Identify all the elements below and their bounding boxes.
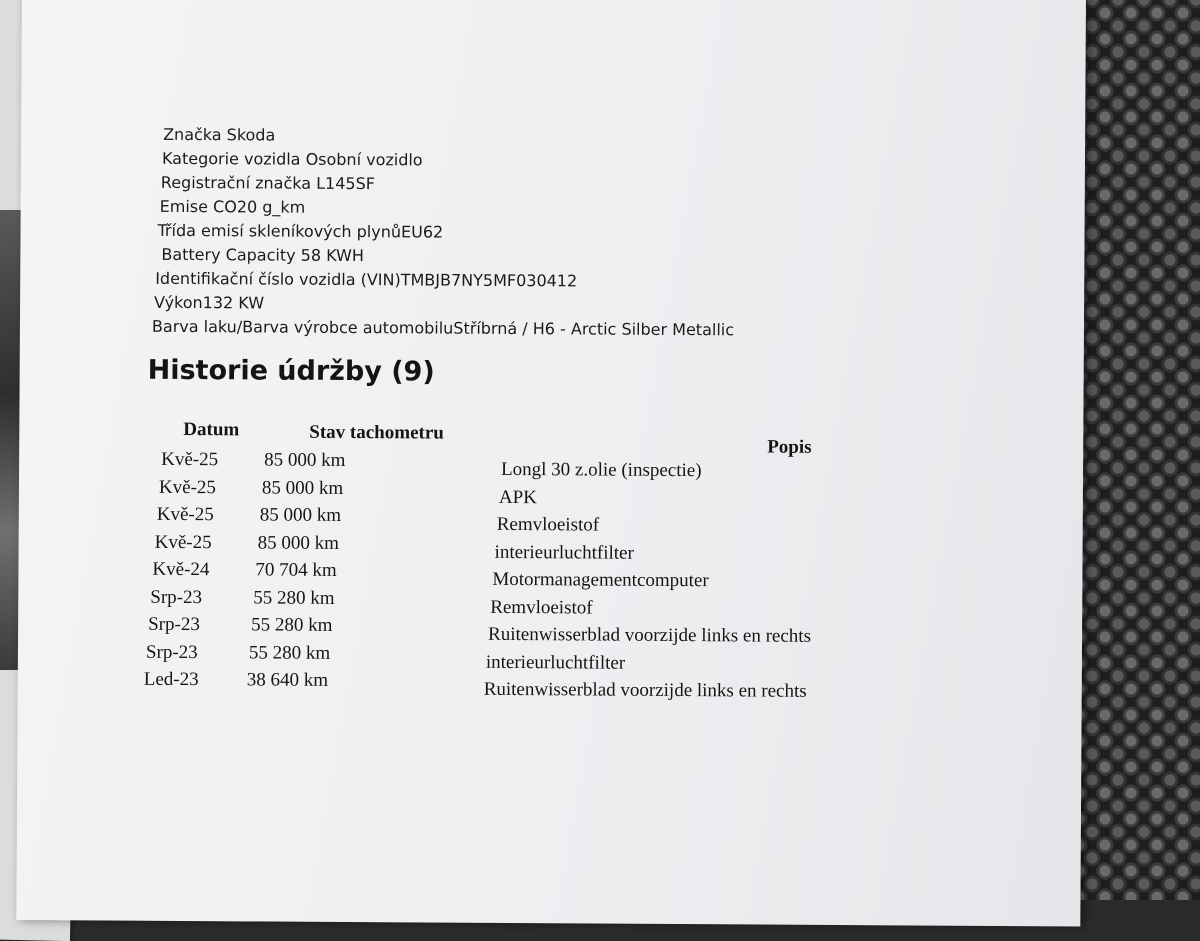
info-battery: Battery Capacity 58 KWH (161, 244, 364, 266)
info-emissions: Emise CO20 g_km (159, 196, 306, 217)
row-date: Kvě-24 (152, 558, 210, 581)
row-date: Kvě-25 (156, 503, 214, 526)
info-vin: Identifikační číslo vozidla (VIN)TMBJB7NY5MF030412 (155, 268, 578, 291)
row-date: Kvě-25 (158, 476, 217, 498)
row-description: APK (498, 486, 537, 508)
row-odometer: 85 000 km (257, 531, 339, 554)
row-date: Kvě-25 (154, 531, 212, 553)
row-description: Remvloeistof (490, 596, 593, 618)
row-odometer: 85 000 km (264, 449, 346, 471)
row-odometer: 55 280 km (251, 614, 333, 636)
maintenance-table (129, 418, 889, 702)
row-odometer: 55 280 km (253, 586, 335, 609)
row-description: Longl 30 z.olie (inspectie) (501, 458, 702, 482)
row-description: Ruitenwisserblad voorzijde links en rechts (488, 623, 812, 647)
row-odometer: 85 000 km (261, 476, 344, 499)
row-odometer: 85 000 km (259, 504, 342, 526)
document-sheet (16, 0, 1086, 926)
row-odometer: 70 704 km (255, 559, 337, 581)
row-date: Kvě-25 (161, 448, 219, 471)
row-odometer: 38 640 km (246, 669, 329, 691)
info-emission-class: Třída emisí skleníkových plynůEU62 (157, 220, 444, 242)
row-description: interieurluchtfilter (494, 541, 634, 564)
row-description: Remvloeistof (496, 513, 600, 536)
row-description: Motormanagementcomputer (492, 568, 709, 592)
row-date: Srp-23 (148, 613, 200, 636)
row-description: Ruitenwisserblad voorzijde links en rechts (483, 678, 807, 702)
info-brand: Značka Skoda (163, 124, 276, 145)
row-date: Srp-23 (145, 641, 198, 663)
row-odometer: 55 280 km (248, 641, 331, 664)
header-date: Datum (183, 418, 240, 441)
table-row (144, 669, 904, 701)
header-description: Popis (767, 436, 812, 458)
row-description: interieurluchtfilter (485, 651, 626, 674)
table-rows (128, 449, 889, 701)
info-power: Výkon132 KW (154, 292, 265, 313)
vehicle-info (152, 123, 735, 343)
maintenance-history-heading: Historie údržby (9) (147, 354, 435, 388)
row-date: Srp-23 (150, 586, 203, 608)
row-date: Led-23 (143, 668, 199, 691)
info-color: Barva laku/Barva výrobce automobiluStříbrná / H6 - Arctic Silber Metallic (151, 316, 735, 340)
info-registration: Registrační značka L145SF (160, 172, 376, 194)
info-category: Kategorie vozidla Osobní vozidlo (161, 148, 423, 170)
header-odometer: Stav tachometru (309, 421, 444, 444)
